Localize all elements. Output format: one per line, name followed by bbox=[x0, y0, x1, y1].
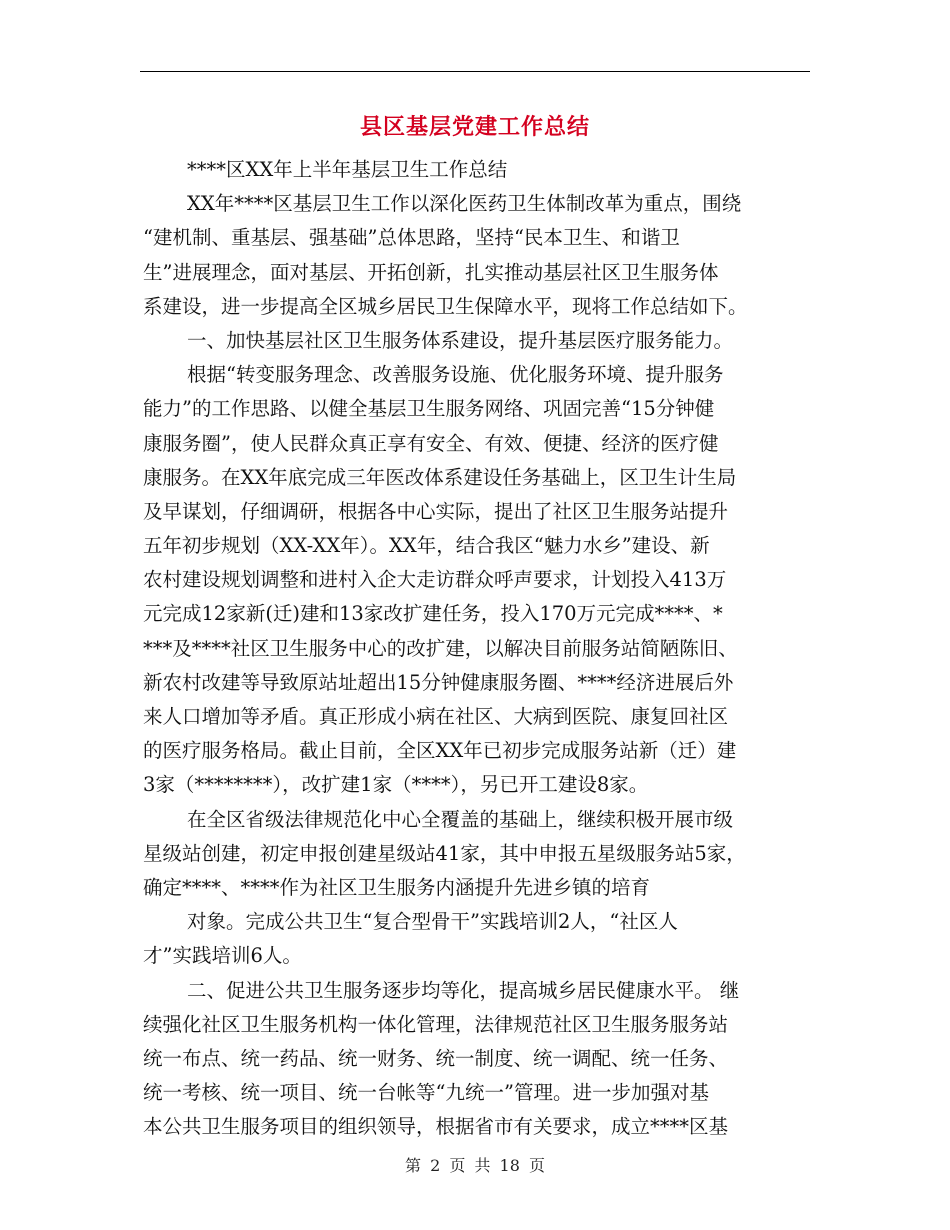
page-number-footer: 第 2 页 共 18 页 bbox=[405, 1156, 545, 1175]
document-body bbox=[143, 153, 811, 1144]
paragraph-line: 才”实践培训6人。 bbox=[143, 944, 302, 968]
paragraph-line: 五年初步规划（XX-XX年）。XX年，结合我区“魅力水乡”建设、新 bbox=[143, 534, 710, 558]
paragraph-line: 统一考核、统一项目、统一台帐等“九统一”管理。进一步加强对基 bbox=[143, 1081, 709, 1105]
paragraph-line: 系建设，进一步提高全区城乡居民卫生保障水平，现将工作总结如下。 bbox=[143, 294, 748, 318]
paragraph-line: 的医疗服务格局。截止目前，全区XX年已初步完成服务站新（迁）建 bbox=[143, 739, 737, 763]
paragraph-line: 对象。完成公共卫生“复合型骨干”实践培训2人，“社区人 bbox=[187, 910, 678, 934]
paragraph-line: 康服务圈”，使人民群众真正享有安全、有效、便捷、经济的医疗健 bbox=[143, 431, 719, 455]
paragraph-line: 星级站创建，初定申报创建星级站41家，其中申报五星级服务站5家， bbox=[143, 841, 746, 865]
paragraph-line: “建机制、重基层、强基础”总体思路，坚持“民本卫生、和谐卫 bbox=[143, 226, 680, 250]
paragraph-line: 来人口增加等矛盾。真正形成小病在社区、大病到医院、康复回社区 bbox=[143, 705, 729, 728]
document-title: 县区基层党建工作总结 bbox=[359, 114, 590, 140]
paragraph-line: 元完成12家新(迁)建和13家改扩建任务，投入170万元完成****、* bbox=[143, 602, 723, 626]
paragraph-line: 确定****、****作为社区卫生服务内涵提升先进乡镇的培育 bbox=[143, 875, 651, 899]
paragraph-line: ***及****社区卫生服务中心的改扩建，以解决目前服务站简陋陈旧、 bbox=[143, 636, 738, 660]
paragraph-line: XX年****区基层卫生工作以深化医药卫生体制改革为重点，围绕 bbox=[187, 192, 742, 216]
section-heading-line: 二、促进公共卫生服务逐步均等化，提高城乡居民健康水平。 继 bbox=[187, 978, 740, 1002]
paragraph-line: 在全区省级法律规范化中心全覆盖的基础上，继续积极开展市级 bbox=[187, 807, 734, 831]
header-rule bbox=[140, 71, 810, 72]
paragraph-line: 本公共卫生服务项目的组织领导，根据省市有关要求，成立****区基 bbox=[143, 1115, 729, 1139]
paragraph-line: ****区XX年上半年基层卫生工作总结 bbox=[187, 158, 508, 181]
paragraph-line: 生”进展理念，面对基层、开拓创新，扎实推动基层社区卫生服务体 bbox=[143, 260, 719, 284]
paragraph-line: 康服务。在XX年底完成三年医改体系建设任务基础上，区卫生计生局 bbox=[143, 465, 737, 489]
paragraph-line: 3家（********），改扩建1家（****），另已开工建设8家。 bbox=[143, 773, 649, 797]
paragraph-line: 续强化社区卫生服务机构一体化管理，法律规范社区卫生服务服务站 bbox=[143, 1012, 729, 1036]
paragraph-line: 根据“转变服务理念、改善服务设施、优化服务环境、提升服务 bbox=[187, 363, 724, 387]
paragraph-line: 农村建设规划调整和进村入企大走访群众呼声要求，计划投入413万 bbox=[143, 568, 727, 592]
paragraph-line: 统一布点、统一药品、统一财务、统一制度、统一调配、统一任务、 bbox=[143, 1046, 729, 1070]
paragraph-line: 新农村改建等导致原站址超出15分钟健康服务圈、****经济进展后外 bbox=[143, 670, 734, 694]
section-heading-line: 一、加快基层社区卫生服务体系建设，提升基层医疗服务能力。 bbox=[187, 328, 734, 352]
paragraph-line: 及早谋划，仔细调研，根据各中心实际，提出了社区卫生服务站提升 bbox=[143, 499, 729, 523]
paragraph-line: 能力”的工作思路、以健全基层卫生服务网络、巩固完善“15分钟健 bbox=[143, 397, 715, 421]
